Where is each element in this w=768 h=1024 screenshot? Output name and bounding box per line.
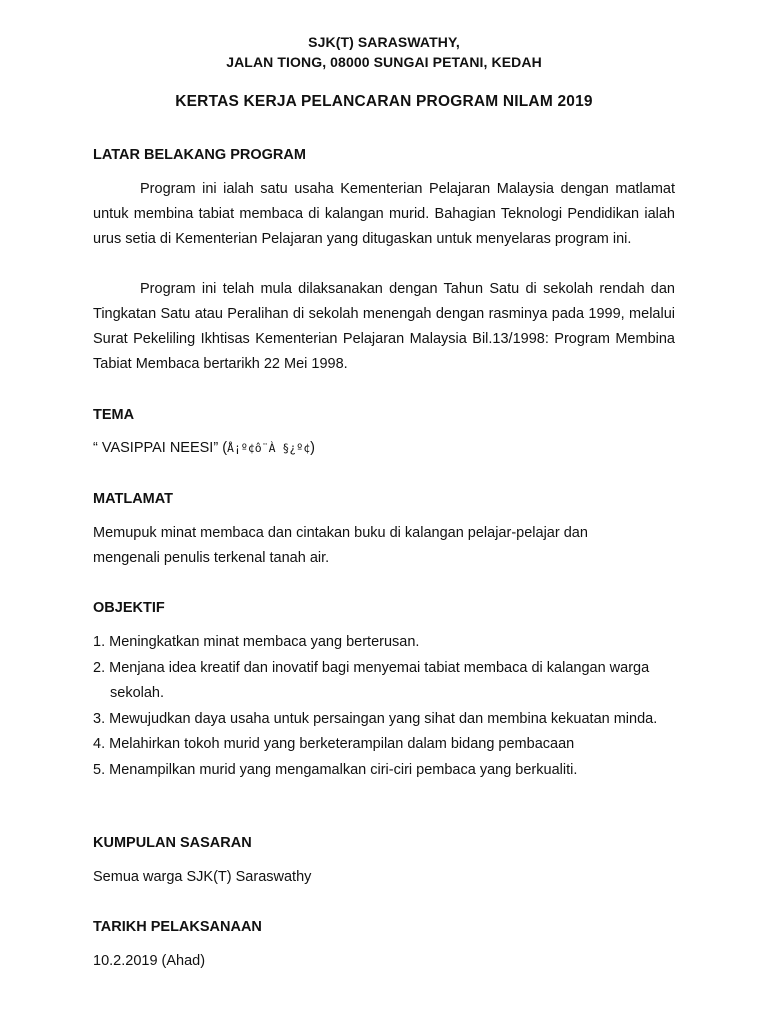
tema-close: ) (310, 440, 315, 456)
school-name: SJK(T) SARASWATHY, (308, 34, 460, 50)
objektif-item: 4. Melahirkan tokoh murid yang berketerampilan dalam bidang pembacaan (93, 736, 575, 752)
objektif-list (93, 630, 693, 783)
heading-matlamat: MATLAMAT (93, 491, 173, 507)
heading-objektif: OBJEKTIF (93, 600, 165, 616)
tema-latin: “ VASIPPAI NEESI” ( (93, 440, 228, 456)
latar-paragraph-1: Program ini ialah satu usaha Kementerian Pelajaran Malaysia dengan matlamat untuk membina tabiat membaca di kalangan murid. Bahagian Teknologi Pendidikan ialah urus setia di Kementerian Pelajaran yang ditugaskan untuk menyelaras program ini. (93, 181, 675, 247)
heading-tema: TEMA (93, 407, 135, 423)
kumpulan-text: Semua warga SJK(T) Saraswathy (93, 869, 312, 885)
heading-tarikh-pelaksanaan: TARIKH PELAKSANAAN (93, 919, 262, 935)
tema-text (93, 440, 315, 456)
latar-paragraph-2: Program ini telah mula dilaksanakan dengan Tahun Satu di sekolah rendah dan Tingkatan Satu atau Peralihan di sekolah menengah dengan rasminya pada 1999, melalui Surat Pekeliling Ikhtisas Kementerian Pelajaran Malaysia Bil.13/1998: Program Membina Tabiat Membaca bertarikh 22 Mei 1998. (93, 281, 675, 372)
heading-latar-belakang: LATAR BELAKANG PROGRAM (93, 147, 306, 163)
objektif-item: 1. Meningkatkan minat membaca yang berterusan. (93, 634, 420, 650)
objektif-item: 2. Menjana idea kreatif dan inovatif bagi menyemai tabiat membaca di kalangan warga sekolah. (93, 659, 650, 701)
heading-kumpulan-sasaran: KUMPULAN SASARAN (93, 835, 252, 851)
matlamat-text: Memupuk minat membaca dan cintakan buku di kalangan pelajar-pelajar dan mengenali penulis terkenal tanah air. (93, 525, 588, 566)
tema-tamil: Å¡º¢ô¨À §¿º¢ (227, 441, 311, 455)
document-title: KERTAS KERJA PELANCARAN PROGRAM NILAM 2019 (175, 93, 593, 110)
objektif-item: 3. Mewujudkan daya usaha untuk persaingan yang sihat dan membina kekuatan minda. (93, 710, 658, 727)
tarikh-text: 10.2.2019 (Ahad) (93, 953, 206, 969)
school-address: JALAN TIONG, 08000 SUNGAI PETANI, KEDAH (226, 54, 542, 70)
objektif-item: 5. Menampilkan murid yang mengamalkan ciri-ciri pembaca yang berkualiti. (93, 761, 578, 778)
